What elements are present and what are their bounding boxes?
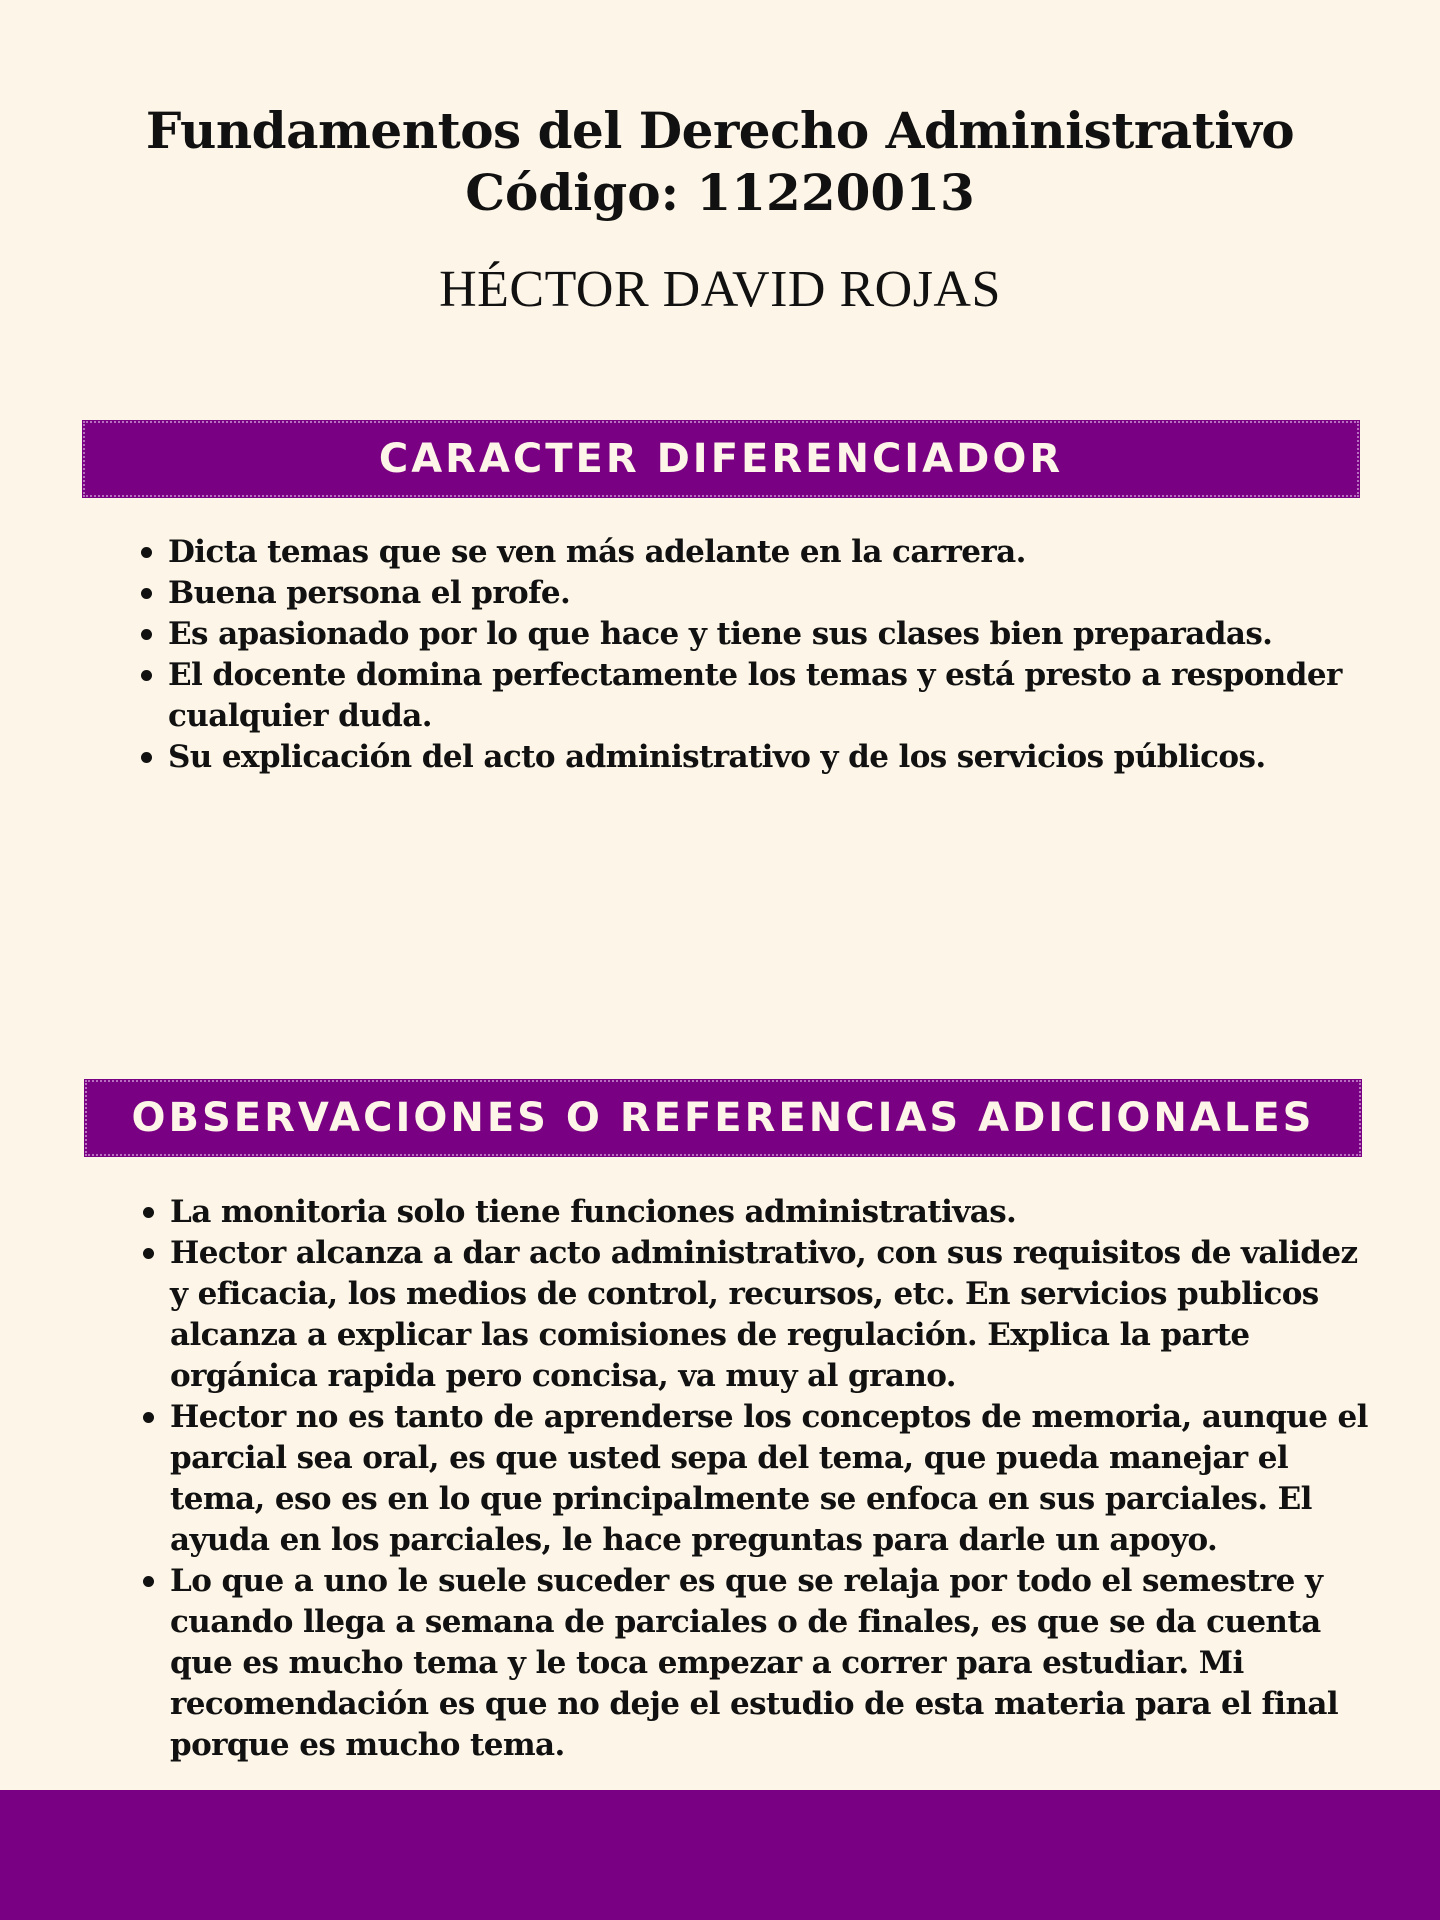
caracter-list: [168, 532, 1368, 778]
section-heading-observaciones: [84, 1079, 1362, 1157]
list-item: Buena persona el profe.: [168, 573, 1368, 614]
course-code: Código: 11220013: [465, 163, 975, 222]
list-item: Dicta temas que se ven más adelante en la carrera.: [168, 532, 1368, 573]
section-heading-caracter: [82, 420, 1360, 498]
list-item: Su explicación del acto administrativo y de los servicios públicos.: [168, 737, 1368, 778]
section-heading-label: OBSERVACIONES O REFERENCIAS ADICIONALES: [131, 1095, 1315, 1141]
observaciones-list: [170, 1192, 1370, 1766]
list-item: La monitoria solo tiene funciones administrativas.: [170, 1192, 1370, 1233]
list-item: Hector alcanza a dar acto administrativo, con sus requisitos de validez y eficacia, los medios de control, recursos, etc. En servicios publicos alcanza a explicar las comisiones de regulación. Explica la parte orgánica rapida pero concisa, va muy al grano.: [170, 1233, 1370, 1397]
page-title: Fundamentos del Derecho Administrativo: [145, 101, 1295, 160]
list-item: El docente domina perfectamente los temas y está presto a responder cualquier duda.: [168, 655, 1368, 737]
list-item: Es apasionado por lo que hace y tiene sus clases bien preparadas.: [168, 614, 1368, 655]
footer-bar: [0, 1790, 1440, 1920]
list-item: Hector no es tanto de aprenderse los conceptos de memoria, aunque el parcial sea oral, es que usted sepa del tema, que pueda manejar el tema, eso es en lo que principalmente se enfoca en sus parciales. El ayuda en los parciales, le hace preguntas para darle un apoyo.: [170, 1397, 1370, 1561]
list-item: Lo que a uno le suele suceder es que se relaja por todo el semestre y cuando llega a semana de parciales o de finales, es que se da cuenta que es mucho tema y le toca empezar a correr para estudiar. Mi recomendación es que no deje el estudio de esta materia para el final porque es mucho tema.: [170, 1561, 1370, 1766]
section-heading-label: CARACTER DIFERENCIADOR: [378, 436, 1064, 482]
teacher-name: HÉCTOR DAVID ROJAS: [439, 261, 1001, 318]
header: [0, 100, 1440, 224]
